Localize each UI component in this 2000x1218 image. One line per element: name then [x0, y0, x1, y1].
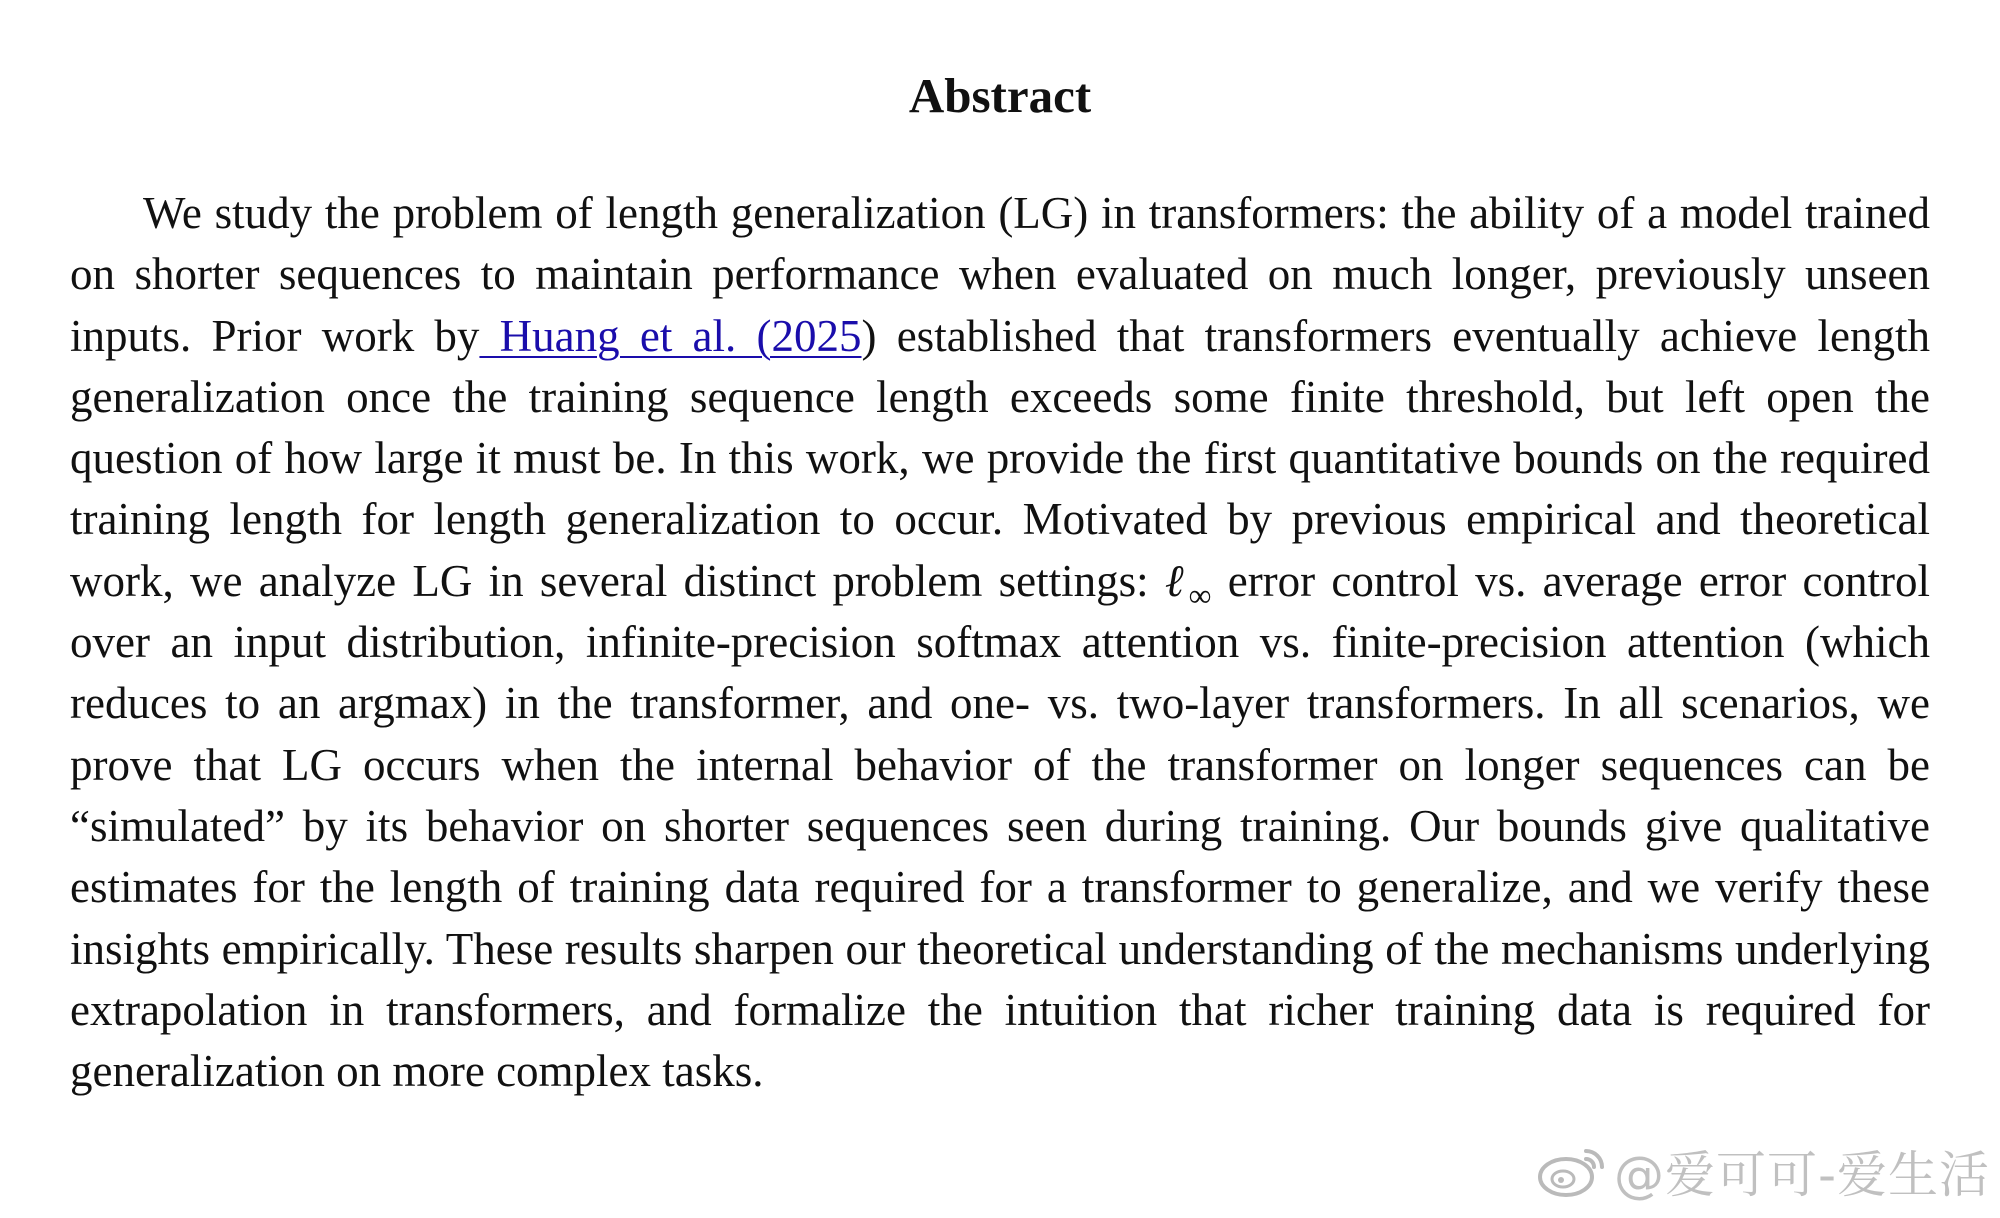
abstract-text-part-3: error control vs. average error control over an input distribution, infinite-precision softmax attention vs. finite-precision attention (which reduces to an argmax) in the transformer, and one- vs. two-layer transformers. In all scenarios, we prove that LG occurs when the internal behavior of the transformer on longer sequences can be “simulated” by its behavior on shorter sequences seen during training. Our bounds give qualitative estimates for the length of training data required for a transformer to generalize, and we verify these insights empirically. These results sharpen our theoretical understanding of the mechanisms underlying extrapolation in transformers, and formalize the intuition that richer training data is required for generalization on more complex tasks.: [70, 555, 1930, 1097]
math-infinity-subscript: ∞: [1188, 576, 1212, 613]
math-ell-symbol: ℓ: [1164, 555, 1189, 606]
abstract-text-part-2: ) established that transformers eventually achieve length generalization once the training sequence length exceeds some finite threshold, but left open the question of how large it must be. In this work, we provide the first quantitative bounds on the required training length for length generalization to occur. Motivated by previous empirical and theoretical work, we analyze LG in several distinct problem settings:: [70, 310, 1930, 606]
abstract-heading: Abstract: [908, 68, 1092, 123]
abstract-paragraph: [70, 183, 1930, 1102]
weibo-icon: [1536, 1141, 1608, 1201]
watermark-text: @爱可可-爱生活: [1613, 1146, 1990, 1204]
watermark: [1536, 1136, 1990, 1206]
abstract-text-part-1: We study the problem of length generalization (LG) in transformers: the ability of a model trained on shorter sequences to maintain performance when evaluated on much longer, previously unseen inputs. Prior work by: [70, 188, 1930, 361]
citation-link[interactable]: Huang et al. (2025: [479, 310, 862, 361]
